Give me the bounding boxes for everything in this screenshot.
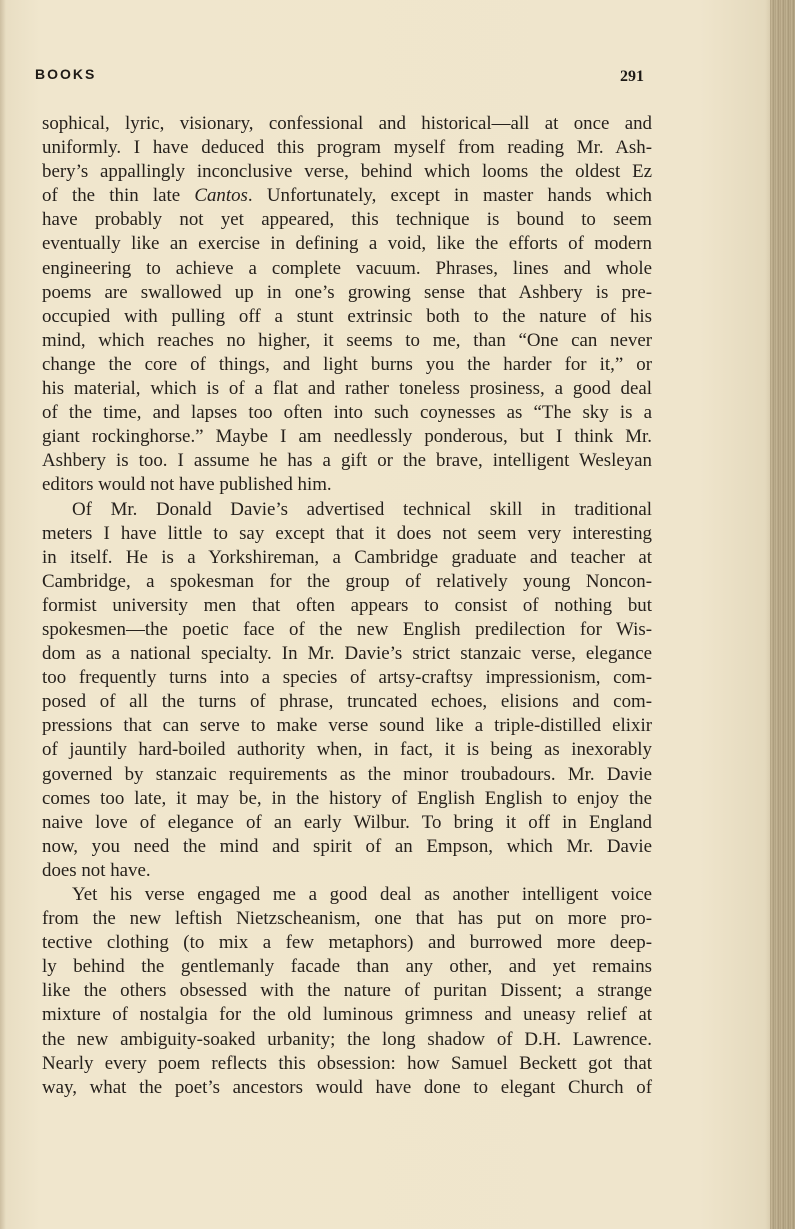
text-line: Cambridge, a spokesman for the group of relatively young Noncon- — [42, 570, 652, 592]
italic-title: Cantos — [194, 185, 248, 207]
text-line: spokesmen—the poetic face of the new English predilection for Wis- — [42, 618, 652, 640]
text-line: does not have. — [42, 859, 151, 881]
text-line: change the core of things, and light burns you the harder for it,” or — [42, 353, 652, 375]
text-line: of the time, and lapses too often into such coynesses as “The sky is a — [42, 402, 652, 424]
text-line: dom as a national specialty. In Mr. Davie’s strict stanzaic verse, elegance — [42, 643, 652, 665]
text-line: mixture of nostalgia for the old luminous grimness and uneasy relief at — [42, 1004, 652, 1026]
text-line: pressions that can serve to make verse sound like a triple-distilled elixir — [42, 715, 652, 737]
text-line: sophical, lyric, visionary, confessional and historical—all at once and — [42, 113, 652, 134]
text-line: Of Mr. Donald Davie’s advertised technical skill in traditional — [72, 498, 652, 520]
text-line: way, what the poet’s ancestors would have done to elegant Church of — [42, 1076, 652, 1098]
text-line: engineering to achieve a complete vacuum. Phrases, lines and whole — [42, 257, 652, 279]
text-run: of the thin late — [42, 185, 195, 207]
text-line: tective clothing (to mix a few metaphors) and burrowed more deep- — [42, 932, 652, 954]
text-line: from the new leftish Nietzscheanism, one that has put on more pro- — [42, 908, 652, 930]
text-line: posed of all the turns of phrase, truncated echoes, elisions and com- — [42, 691, 652, 713]
text-line: like the others obsessed with the nature of puritan Dissent; a strange — [42, 980, 652, 1002]
running-head: BOOKS — [35, 66, 97, 82]
text-line: Ashbery is too. I assume he has a gift or the brave, intelligent Wesleyan — [42, 450, 652, 472]
text-line: have probably not yet appeared, this technique is bound to seem — [42, 209, 652, 231]
text-line — [42, 184, 652, 208]
text-line: too frequently turns into a species of artsy-craftsy impressionism, com- — [42, 667, 652, 689]
text-line: bery’s appallingly inconclusive verse, behind which looms the oldest Ez — [42, 161, 652, 183]
text-line: governed by stanzaic requirements as the minor troubadours. Mr. Davie — [42, 763, 652, 785]
text-line: giant rockinghorse.” Maybe I am needlessly ponderous, but I think Mr. — [42, 426, 652, 448]
text-run: . Unfortunately, except in master hands which — [247, 185, 652, 207]
text-line: ly behind the gentlemanly facade than any other, and yet remains — [42, 956, 652, 978]
text-line: Nearly every poem reflects this obsession: how Samuel Beckett got that — [42, 1052, 652, 1074]
book-spine-edge — [770, 0, 795, 1229]
text-line: of jauntily hard-boiled authority when, in fact, it is being as inexorably — [42, 739, 652, 761]
text-line: naive love of elegance of an early Wilbur. To bring it off in England — [42, 811, 652, 833]
body-text — [42, 112, 652, 1100]
text-line: formist university men that often appears to consist of nothing but — [42, 594, 652, 616]
text-line: occupied with pulling off a stunt extrinsic both to the nature of his — [42, 305, 652, 327]
text-line: his material, which is of a flat and rather toneless prosiness, a good deal — [42, 378, 652, 400]
text-line: eventually like an exercise in defining a void, like the efforts of modern — [42, 233, 652, 255]
text-line: mind, which reaches no higher, it seems to me, than “One can never — [42, 329, 652, 351]
text-line: comes too late, it may be, in the history of English English to enjoy the — [42, 787, 652, 809]
text-line: the new ambiguity-soaked urbanity; the long shadow of D.H. Lawrence. — [42, 1028, 652, 1050]
page-number: 291 — [620, 68, 644, 85]
text-line: editors would not have published him. — [42, 474, 332, 496]
text-line: uniformly. I have deduced this program myself from reading Mr. Ash- — [42, 137, 652, 159]
page-left-edge-shadow — [0, 0, 6, 1229]
text-line: meters I have little to say except that it does not seem very interesting — [42, 522, 652, 544]
text-line: now, you need the mind and spirit of an Empson, which Mr. Davie — [42, 835, 652, 857]
text-line: in itself. He is a Yorkshireman, a Cambridge graduate and teacher at — [42, 546, 652, 568]
text-line: poems are swallowed up in one’s growing sense that Ashbery is pre- — [42, 281, 652, 303]
text-line: Yet his verse engaged me a good deal as another intelligent voice — [72, 884, 652, 905]
